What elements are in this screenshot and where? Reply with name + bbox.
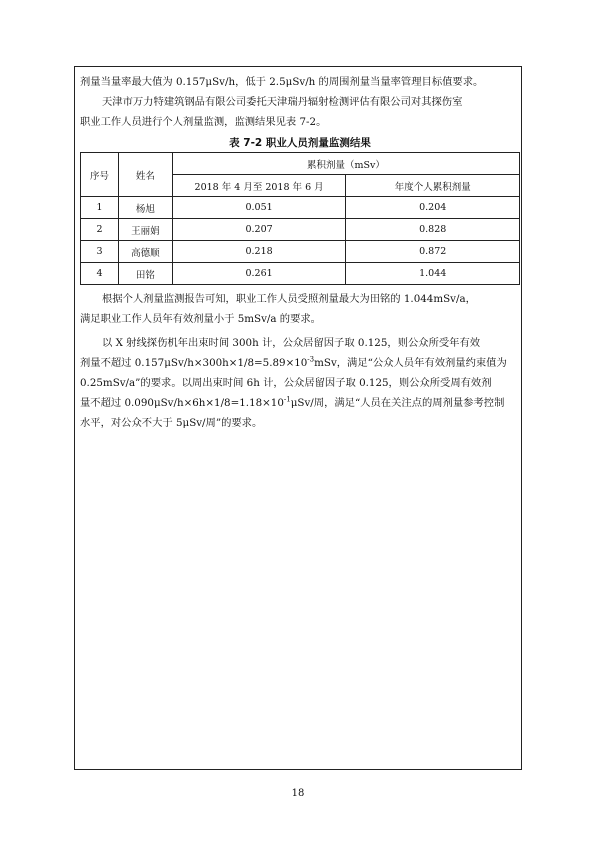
table-row bbox=[81, 241, 520, 263]
header-name: 姓名 bbox=[118, 153, 172, 197]
paragraph-line bbox=[80, 353, 520, 373]
document-body bbox=[80, 72, 520, 433]
header-group: 累积剂量（mSv） bbox=[172, 153, 519, 175]
cell-name: 高德顺 bbox=[118, 241, 172, 263]
cell-annual: 0.872 bbox=[346, 241, 520, 263]
cell-annual: 1.044 bbox=[346, 263, 520, 285]
paragraph-line: 剂量当量率最大值为 0.157μSv/h，低于 2.5μSv/h 的周围剂量当量率管理目标值要求。 bbox=[80, 76, 484, 88]
table-title: 表 7-2 职业人员剂量监测结果 bbox=[229, 137, 371, 149]
table-row bbox=[81, 219, 520, 241]
cell-period: 0.051 bbox=[172, 197, 346, 219]
paragraph-line: 天津市万力特建筑钢品有限公司委托天津瑞丹辐射检测评估有限公司对其探伤室 bbox=[102, 96, 463, 108]
paragraph-line: 根据个人剂量监测报告可知，职业工作人员受照剂量最大为田铭的 1.044mSv/a， bbox=[102, 293, 476, 305]
paragraph-line: 0.25mSv/a”的要求。以周出束时间 6h 计，公众居留因子取 0.125，则公众所受周有效剂 bbox=[80, 377, 492, 389]
text-segment: 剂量不超过 0.157μSv/h×300h×1/8=5.89×10 bbox=[80, 357, 308, 369]
cell-period: 0.207 bbox=[172, 219, 346, 241]
cell-no: 4 bbox=[81, 263, 119, 285]
text-segment: μSv/周，满足“人员在关注点的周剂量参考控制 bbox=[290, 397, 505, 409]
cell-period: 0.261 bbox=[172, 263, 346, 285]
paragraph-line: 职业工作人员进行个人剂量监测，监测结果见表 7-2。 bbox=[80, 116, 327, 128]
dose-table bbox=[80, 152, 520, 285]
cell-annual: 0.828 bbox=[346, 219, 520, 241]
table-row bbox=[81, 263, 520, 285]
cell-no: 1 bbox=[81, 197, 119, 219]
superscript: -1 bbox=[283, 395, 291, 404]
cell-name: 王丽娟 bbox=[118, 219, 172, 241]
cell-no: 3 bbox=[81, 241, 119, 263]
header-period: 2018 年 4 月至 2018 年 6 月 bbox=[172, 175, 346, 197]
cell-period: 0.218 bbox=[172, 241, 346, 263]
text-segment: mSv，满足“公众人员年有效剂量约束值为 bbox=[314, 357, 507, 369]
cell-no: 2 bbox=[81, 219, 119, 241]
text-segment: 量不超过 0.090μSv/h×6h×1/8=1.18×10 bbox=[80, 397, 284, 409]
paragraph-line bbox=[80, 393, 520, 413]
paragraph-line: 水平，对公众不大于 5μSv/周”的要求。 bbox=[80, 417, 263, 429]
table-row bbox=[81, 197, 520, 219]
cell-annual: 0.204 bbox=[346, 197, 520, 219]
header-annual: 年度个人累积剂量 bbox=[346, 175, 520, 197]
superscript: -3 bbox=[307, 355, 315, 364]
page-number: 18 bbox=[291, 788, 305, 799]
paragraph-line: 满足职业工作人员年有效剂量小于 5mSv/a 的要求。 bbox=[80, 313, 321, 325]
cell-name: 田铭 bbox=[118, 263, 172, 285]
header-no: 序号 bbox=[81, 153, 119, 197]
paragraph-line: 以 X 射线探伤机年出束时间 300h 计，公众居留因子取 0.125，则公众所受年有效 bbox=[102, 337, 481, 349]
cell-name: 杨旭 bbox=[118, 197, 172, 219]
